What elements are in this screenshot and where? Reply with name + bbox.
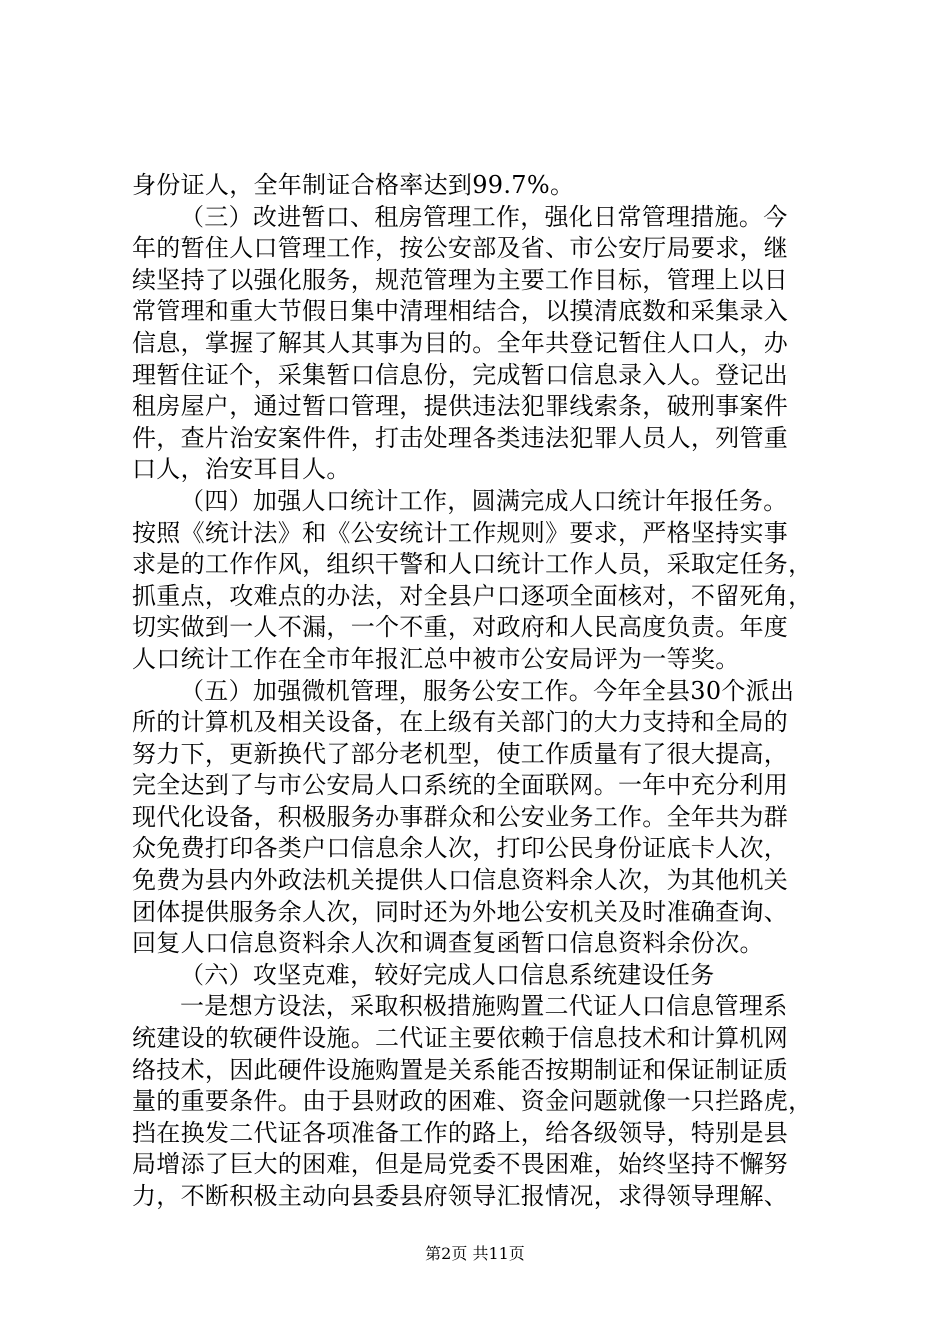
text-line: （三）改进暂口、租房管理工作，强化日常管理措施。今 <box>180 202 788 231</box>
text-line: 局增添了巨大的困难，但是局党委不畏困难，始终坚持不懈努 <box>132 1150 789 1179</box>
text-line: 量的重要条件。由于县财政的困难、资金问题就像一只拦路虎， <box>132 1087 813 1116</box>
text-line: 续坚持了以强化服务，规范管理为主要工作目标，管理上以日 <box>132 265 789 294</box>
text-line: 免费为县内外政法机关提供人口信息资料余人次，为其他机关 <box>132 866 789 895</box>
text-line: 按照《统计法》和《公安统计工作规则》要求，严格坚持实事 <box>132 518 789 547</box>
text-line: 口人，治安耳目人。 <box>132 455 351 484</box>
text-line: 所的计算机及相关设备，在上级有关部门的大力支持和全局的 <box>132 708 789 737</box>
text-line: 挡在换发二代证各项准备工作的路上，给各级领导，特别是县 <box>132 1118 789 1147</box>
text-line: 完全达到了与市公安局人口系统的全面联网。一年中充分利用 <box>132 771 789 800</box>
text-line: 求是的工作作风，组织干警和人口统计工作人员，采取定任务， <box>132 550 813 579</box>
text-line: 络技术，因此硬件设施购置是关系能否按期制证和保证制证质 <box>132 1055 789 1084</box>
text-line: （四）加强人口统计工作，圆满完成人口统计年报任务。 <box>180 486 788 515</box>
text-line: 团体提供服务余人次，同时还为外地公安机关及时准确查询、 <box>132 897 789 926</box>
text-line: 人口统计工作在全市年报汇总中被市公安局评为一等奖。 <box>132 644 740 673</box>
text-line: 一是想方设法，采取积极措施购置二代证人口信息管理系 <box>180 992 788 1021</box>
text-line: 抓重点，攻难点的办法，对全县户口逐项全面核对，不留死角， <box>132 581 813 610</box>
text-line: 现代化设备，积极服务办事群众和公安业务工作。全年共为群 <box>132 802 789 831</box>
text-line: 统建设的软硬件设施。二代证主要依赖于信息技术和计算机网 <box>132 1024 789 1053</box>
text-line: 件，查片治安案件件，打击处理各类违法犯罪人员人，列管重 <box>132 423 789 452</box>
text-line: 众免费打印各类户口信息余人次，打印公民身份证底卡人次， <box>132 834 789 863</box>
text-line: 信息，掌握了解其人其事为目的。全年共登记暂住人口人，办 <box>132 328 789 357</box>
text-line: 租房屋户，通过暂口管理，提供违法犯罪线索条，破刑事案件 <box>132 392 789 421</box>
text-line: 理暂住证个，采集暂口信息份，完成暂口信息录入人。登记出 <box>132 360 789 389</box>
text-line: （六）攻坚克难，较好完成人口信息系统建设任务 <box>180 960 715 989</box>
text-line: 身份证人，全年制证合格率达到99.7%。 <box>132 171 575 199</box>
document-body <box>132 170 832 1213</box>
text-line: 力，不断积极主动向县委县府领导汇报情况，求得领导理解、 <box>132 1182 789 1210</box>
text-line: 回复人口信息资料余人次和调查复函暂口信息资料余份次。 <box>132 929 764 958</box>
text-line: 年的暂住人口管理工作，按公安部及省、市公安厅局要求，继 <box>132 234 789 263</box>
text-line: 努力下，更新换代了部分老机型，使工作质量有了很大提高， <box>132 739 789 768</box>
text-line: 常管理和重大节假日集中清理相结合，以摸清底数和采集录入 <box>132 297 789 326</box>
text-line: 切实做到一人不漏，一个不重，对政府和人民高度负责。年度 <box>132 613 789 642</box>
text-line: （五）加强微机管理，服务公安工作。今年全县30个派出 <box>180 676 795 705</box>
page-footer: 第2页 共11页 <box>425 1244 525 1263</box>
